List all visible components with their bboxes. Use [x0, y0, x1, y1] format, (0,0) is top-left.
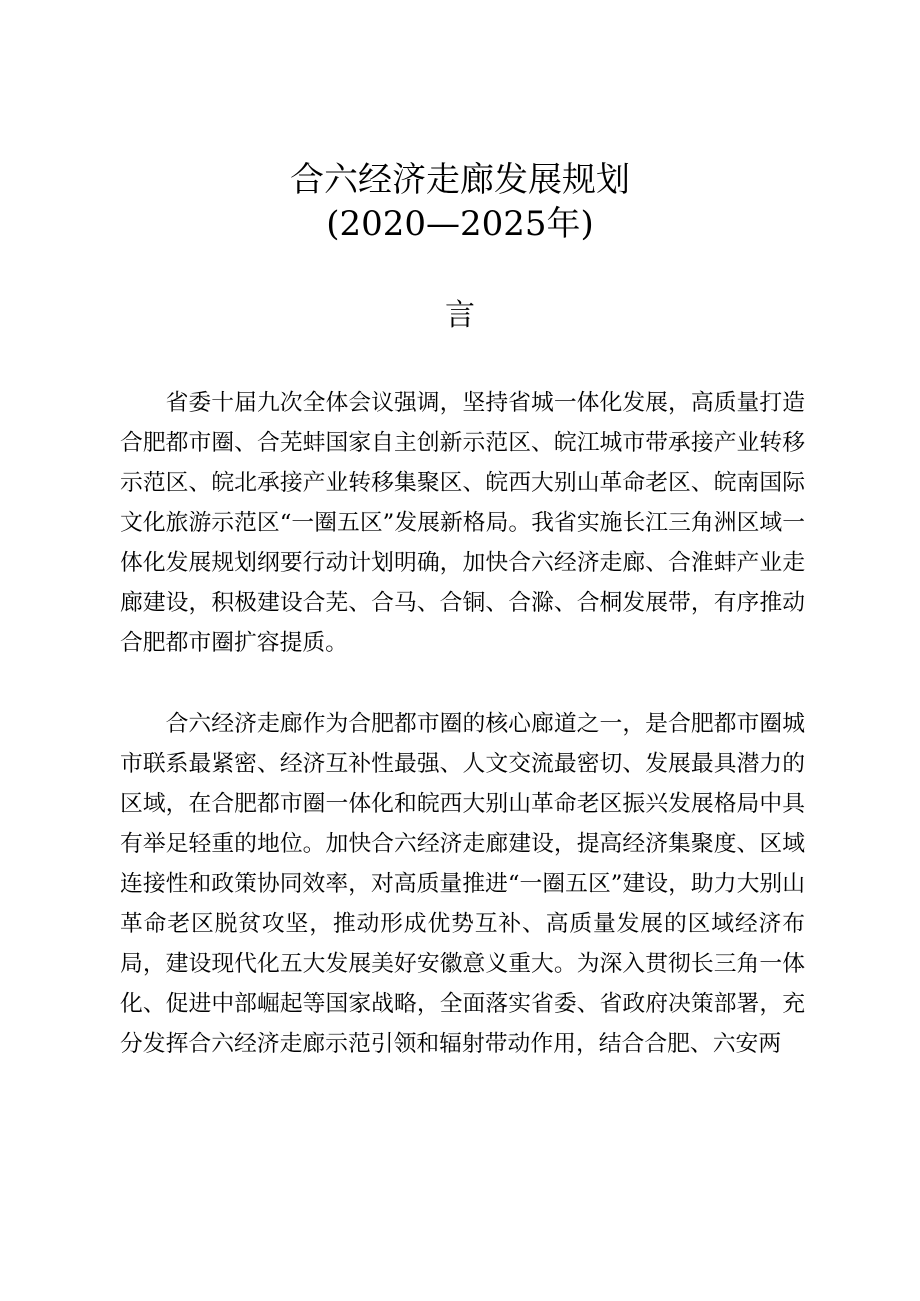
body-paragraph-1-container [120, 383, 805, 663]
document-title: 合六经济走廊发展规划 [290, 160, 630, 200]
body-paragraph: 省委十届九次全体会议强调，坚持省城一体化发展，高质量打造合肥都市圈、合芜蚌国家自主创新示范区、皖江城市带承接产业转移示范区、皖北承接产业转移集聚区、皖西大别山革命老区、皖南国际文化旅游示范区“一圈五区”发展新格局。我省实施长江三角洲区域一体化发展规划纲要行动计划明确，加快合六经济走廊、合淮蚌产业走廊建设，积极建设合芜、合马、合铜、合滁、合桐发展带，有序推动合肥都市圈扩容提质。 [120, 390, 805, 656]
body-paragraph-2-container [120, 704, 805, 1064]
document-subtitle-period: (2020—2025年) [326, 204, 594, 244]
section-heading: 言 [445, 298, 475, 333]
body-paragraph: 合六经济走廊作为合肥都市圈的核心廊道之一，是合肥都市圈城市联系最紧密、经济互补性最强、人文交流最密切、发展最具潜力的区域，在合肥都市圈一体化和皖西大别山革命老区振兴发展格局中具有举足轻重的地位。加快合六经济走廊建设，提高经济集聚度、区域连接性和政策协同效率，对高质量推进“一圈五区”建设，助力大别山革命老区脱贫攻坚，推动形成优势互补、高质量发展的区域经济布局，建设现代化五大发展美好安徽意义重大。为深入贯彻长三角一体化、促进中部崛起等国家战略，全面落实省委、省政府决策部署，充分发挥合六经济走廊示范引领和辐射带动作用，结合合肥、六安两 [120, 711, 805, 1057]
